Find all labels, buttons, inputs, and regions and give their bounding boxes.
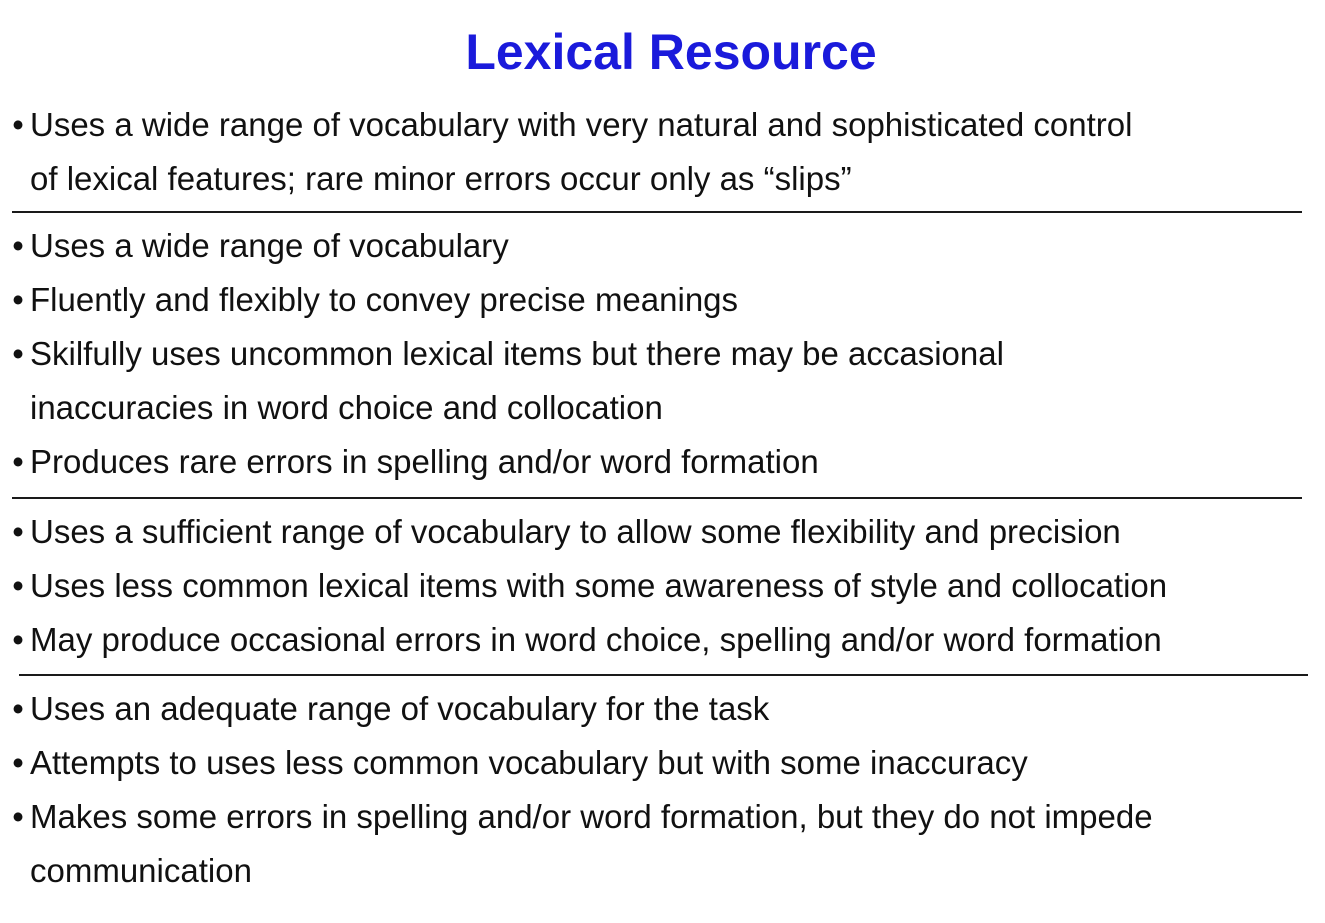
band-section-4	[10, 682, 1322, 898]
list-item-continuation	[10, 152, 1322, 206]
list-item-continuation	[10, 844, 1322, 898]
section-divider	[12, 211, 1302, 213]
list-item	[10, 505, 1322, 559]
bullet-icon: •	[12, 227, 24, 264]
list-item-continuation	[10, 381, 1322, 435]
list-item	[10, 273, 1322, 327]
bullet-icon: •	[12, 335, 24, 372]
list-item-text: Makes some errors in spelling and/or word formation, but they do not impede	[30, 798, 1153, 835]
bullet-icon: •	[12, 443, 24, 480]
list-item	[10, 559, 1322, 613]
section-divider	[12, 497, 1302, 499]
list-item-text: Fluently and flexibly to convey precise meanings	[30, 281, 739, 318]
list-item-text: Attempts to uses less common vocabulary but with some inaccuracy	[30, 744, 1028, 781]
list-item-text: Skilfully uses uncommon lexical items but there may be accasional	[30, 335, 1004, 372]
list-item	[10, 613, 1322, 667]
list-item	[10, 682, 1322, 736]
list-item	[10, 736, 1322, 790]
band-section-2	[10, 219, 1322, 489]
list-item-text: Produces rare errors in spelling and/or word formation	[30, 443, 819, 480]
list-item-text: communication	[30, 852, 252, 889]
list-item-text: Uses an adequate range of vocabulary for the task	[30, 690, 770, 727]
list-item	[10, 435, 1322, 489]
list-item-text: Uses a sufficient range of vocabulary to allow some flexibility and precision	[30, 513, 1121, 550]
bullet-icon: •	[12, 567, 24, 604]
bullet-icon: •	[12, 281, 24, 318]
page-title: Lexical Resource	[465, 24, 877, 80]
list-item	[10, 790, 1322, 844]
band-section-3	[10, 505, 1322, 667]
list-item-text: inaccuracies in word choice and collocation	[30, 389, 663, 426]
list-item-text: May produce occasional errors in word choice, spelling and/or word formation	[30, 621, 1162, 658]
bullet-icon: •	[12, 744, 24, 781]
list-item	[10, 327, 1322, 381]
list-item	[10, 98, 1322, 152]
bullet-icon: •	[12, 798, 24, 835]
list-item-text: of lexical features; rare minor errors occur only as “slips”	[30, 160, 852, 197]
band-section-1	[10, 98, 1322, 206]
bullet-icon: •	[12, 513, 24, 550]
list-item	[10, 219, 1322, 273]
section-divider	[19, 674, 1308, 676]
bullet-icon: •	[12, 106, 24, 143]
list-item-text: Uses less common lexical items with some awareness of style and collocation	[30, 567, 1168, 604]
list-item-text: Uses a wide range of vocabulary with very natural and sophisticated control	[30, 106, 1133, 143]
bullet-icon: •	[12, 690, 24, 727]
bullet-icon: •	[12, 621, 24, 658]
list-item-text: Uses a wide range of vocabulary	[30, 227, 509, 264]
